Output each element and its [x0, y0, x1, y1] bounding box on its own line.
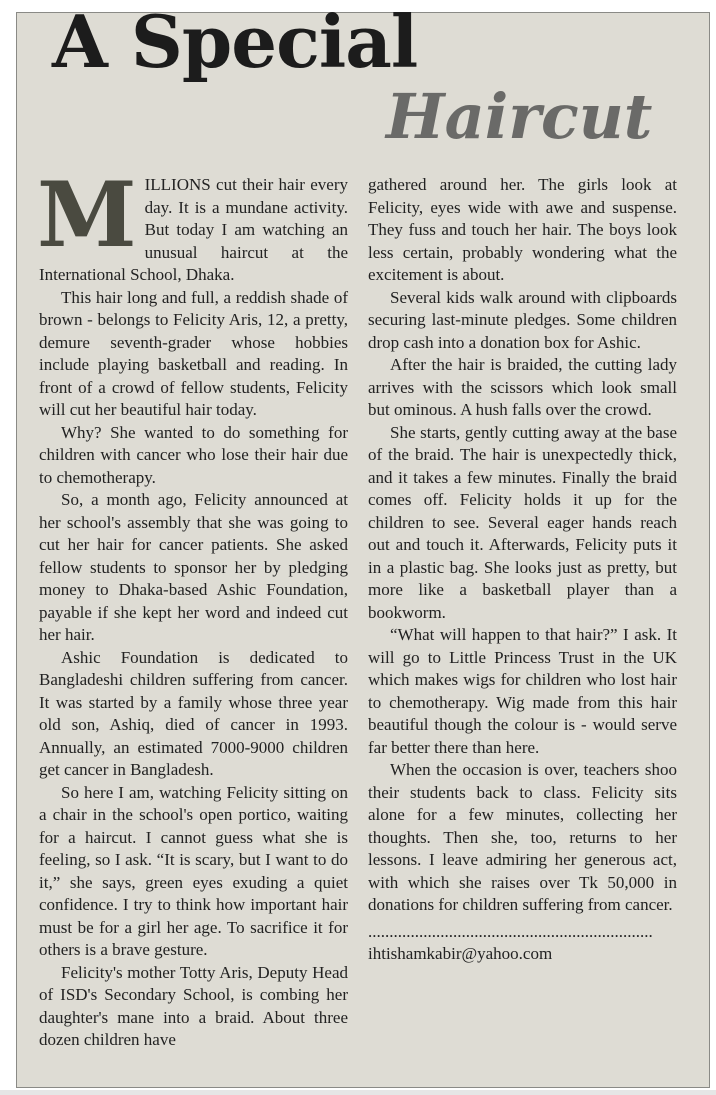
- author-email: ihtishamkabir@yahoo.com: [368, 944, 553, 963]
- paragraph: Several kids walk around with clipboards securing last-minute pledges. Some children drop cash into a donation box for Ashic.: [368, 287, 677, 352]
- paragraph: She starts, gently cutting away at the base of the braid. The hair is unexpectedly thick, and it takes a few minutes. Finally the braid comes off. Felicity holds it up for the children to see. Several eager hands reach out and touch it. Afterwards, Felicity puts it in a plastic bag. She looks just as pretty, but more like a basketball player than a bookworm.: [368, 422, 677, 622]
- paragraph: Ashic Foundation is dedicated to Bangladeshi children suffering from cancer. It was started by a family whose three year old son, Ashiq, died of cancer in 1993. Annually, an estimated 7000-9000 children get cancer in Bangladesh.: [39, 647, 348, 779]
- headline-line-2: Haircut: [386, 80, 653, 153]
- paragraph: This hair long and full, a reddish shade of brown - belongs to Felicity Aris, 12, a pretty, demure seventh-grader whose hobbies include playing basketball and reading. In front of a crowd of fellow students, Felicity will cut her beautiful hair today.: [39, 287, 348, 419]
- paragraph: After the hair is braided, the cutting lady arrives with the scissors which look small but ominous. A hush falls over the crowd.: [368, 355, 677, 419]
- separator-dots: ...................................................................: [368, 921, 653, 941]
- drop-cap: M: [37, 162, 137, 268]
- paragraph: Why? She wanted to do something for children with cancer who lose their hair due to chemotherapy.: [39, 422, 348, 487]
- paragraph: [37, 162, 348, 287]
- paragraph-text: ILLIONS cut their hair every day. It is a mundane activity. But today I am watching an unusual haircut at the International School, Dhaka.: [39, 175, 348, 284]
- paragraph: So, a month ago, Felicity announced at her school's assembly that she was going to cut her hair for cancer patients. She asked fellow students to sponsor her by pledging money to Dhaka-based Ashic Foundation, payable if she kept her word and indeed cut her hair.: [39, 490, 348, 644]
- paragraph: gathered around her. The girls look at Felicity, eyes wide with awe and suspense. They fuss and touch her hair. The boys look less certain, probably wondering what the excitement is about.: [368, 175, 677, 284]
- article-column-right: [368, 174, 677, 966]
- paragraph: When the occasion is over, teachers shoo their students back to class. Felicity sits alone for a few minutes, collecting her thoughts. Then she, too, returns to her lessons. I leave admiring her generous act, with which she raises over Tk 50,000 in donations for children suffering from cancer.: [368, 760, 677, 914]
- paragraph: So here I am, watching Felicity sitting on a chair in the school's open portico, waiting for a haircut. I cannot guess what she is feeling, so I ask. “It is scary, but I want to do it,” she says, green eyes exuding a quiet confidence. I try to think how important hair must be for a girl her age. To sacrifice it for others is a brave gesture.: [39, 782, 348, 959]
- headline-line-1: A Special: [52, 0, 418, 84]
- paragraph: Felicity's mother Totty Aris, Deputy Head of ISD's Secondary School, is combing her daughter's mane into a braid. About three dozen children have: [39, 962, 348, 1049]
- paragraph: “What will happen to that hair?” I ask. It will go to Little Princess Trust in the UK which makes wigs for children who lost hair to chemotherapy. Wig made from this hair beautiful though the colour is - would serve far better there than here.: [368, 625, 677, 757]
- article-column-left: [37, 162, 348, 1052]
- bottom-bar: [0, 1090, 716, 1095]
